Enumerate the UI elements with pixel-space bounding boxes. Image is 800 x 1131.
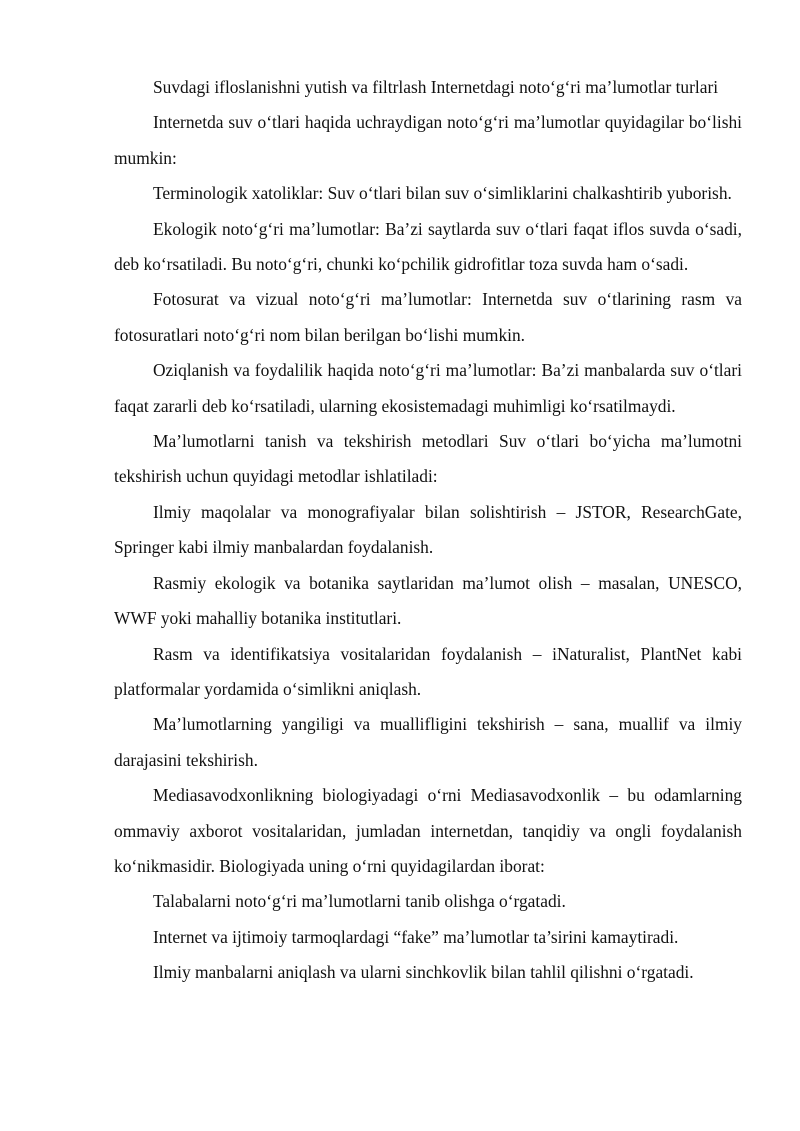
- paragraph-ecological-misinfo: Ekologik noto‘g‘ri ma’lumotlar: Ba’zi saytlarda suv o‘tlari faqat iflos suvda o‘sadi, deb ko‘rsatiladi. Bu noto‘g‘ri, chunki ko‘pchilik gidrofitlar toza suvda ham o‘sadi.: [114, 218, 742, 275]
- paragraph-photo-misinfo: Fotosurat va vizual noto‘g‘ri ma’lumotlar: Internetda suv o‘tlarining rasm va fotosuratlari noto‘g‘ri nom bilan berilgan bo‘lishi mumkin.: [114, 289, 742, 345]
- paragraph-media-literacy: Mediasavodxonlikning biologiyadagi o‘rni Mediasavodxonlik – bu odamlarning ommaviy axborot vositalaridan, jumladan internetdan, tanqidiy va ongli foydalanish ko‘nikmasidir. Biologiyada uning o‘rni quyidagilardan iborat:: [114, 785, 742, 876]
- paragraph-method-image-identification: Rasm va identifikatsiya vositalaridan foydalanish – iNaturalist, PlantNet kabi platformalar yordamida o‘simlikni aniqlash.: [114, 643, 742, 699]
- paragraph-misinfo-intro: Internetda suv o‘tlari haqida uchraydigan noto‘g‘ri ma’lumotlar quyidagilar bo‘lishi mumkin:: [114, 112, 742, 168]
- paragraph-role-analyze-sources: Ilmiy manbalarni aniqlash va ularni sinchkovlik bilan tahlil qilishni o‘rgatadi.: [153, 962, 694, 983]
- paragraph-verification-methods: Ma’lumotlarni tanish va tekshirish metodlari Suv o‘tlari bo‘yicha ma’lumotni tekshirish uchun quyidagi metodlar ishlatiladi:: [114, 431, 742, 487]
- paragraph-heading-pollution: Suvdagi ifloslanishni yutish va filtrlash Internetdagi noto‘g‘ri ma’lumotlar turlari: [153, 77, 719, 97]
- document-page: [114, 70, 742, 991]
- paragraph-method-freshness-authorship: Ma’lumotlarning yangiligi va muallifligini tekshirish – sana, muallif va ilmiy darajasini tekshirish.: [114, 714, 742, 770]
- paragraph-role-reduce-fake: Internet va ijtimoiy tarmoqlardagi “fake” ma’lumotlar ta’sirini kamaytiradi.: [153, 926, 679, 947]
- paragraph-method-official-sites: Rasmiy ekologik va botanika saytlaridan ma’lumot olish – masalan, UNESCO, WWF yoki mahalliy botanika institutlari.: [114, 572, 742, 629]
- paragraph-terminology-errors: Terminologik xatoliklar: Suv o‘tlari bilan suv o‘simliklarini chalkashtirib yuborish.: [153, 183, 732, 204]
- paragraph-role-recognize-misinfo: Talabalarni noto‘g‘ri ma’lumotlarni tanib olishga o‘rgatadi.: [153, 891, 566, 912]
- paragraph-method-scientific-articles: Ilmiy maqolalar va monografiyalar bilan solishtirish – JSTOR, ResearchGate, Springer kabi ilmiy manbalardan foydalanish.: [114, 501, 742, 558]
- paragraph-nutrition-misinfo: Oziqlanish va foydalilik haqida noto‘g‘ri ma’lumotlar: Ba’zi manbalarda suv o‘tlari faqat zararli deb ko‘rsatiladi, ularning ekosistemadagi muhimligi ko‘rsatilmaydi.: [114, 360, 742, 416]
